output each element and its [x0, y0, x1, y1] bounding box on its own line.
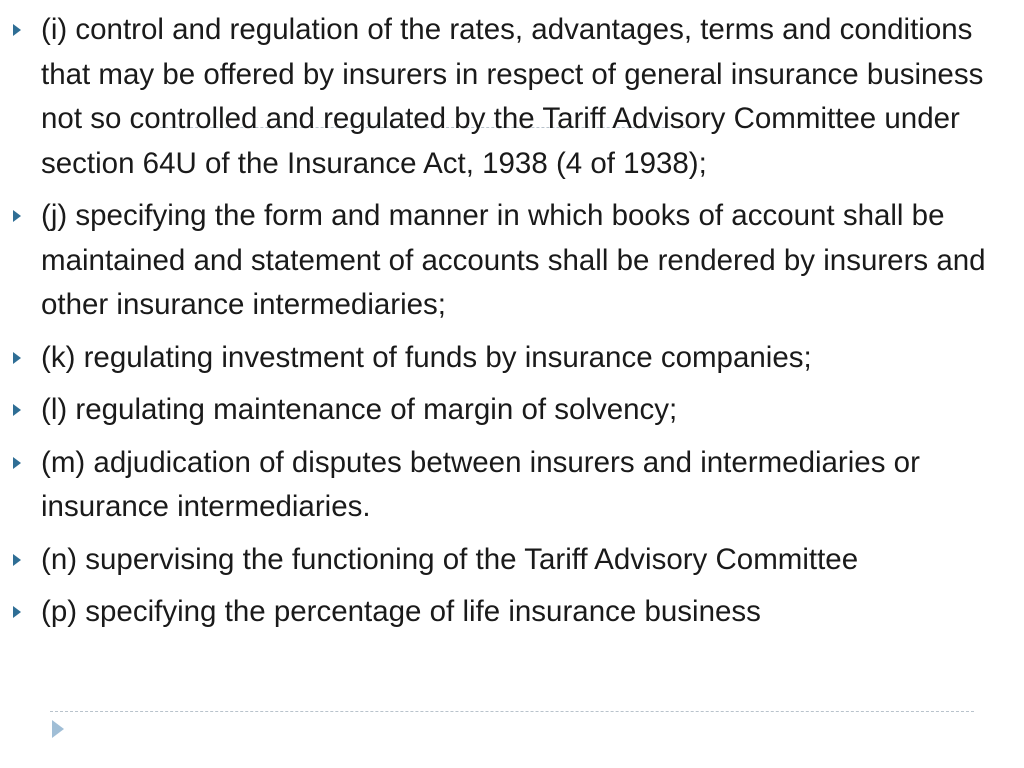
bullet-triangle-icon: [13, 210, 21, 222]
bullet-triangle-icon: [13, 606, 21, 618]
bullet-triangle-icon: [13, 352, 21, 364]
bullet-triangle-icon: [13, 554, 21, 566]
bullet-triangle-icon: [13, 404, 21, 416]
bullet-item-j: [0, 194, 1024, 328]
bullet-text: (j) specifying the form and manner in which books of account shall be maintained and statement of accounts shall be rendered by insurers and other insurance intermediaries;: [41, 199, 986, 321]
bullet-triangle-icon: [13, 24, 21, 36]
bullet-triangle-icon: [13, 457, 21, 469]
bullet-text: (p) specifying the percentage of life insurance business: [41, 595, 761, 628]
divider-line-bottom: [50, 711, 974, 712]
bullet-item-k: [0, 336, 1024, 381]
bullet-list: [0, 8, 1024, 643]
bullet-text: (k) regulating investment of funds by insurance companies;: [41, 340, 812, 374]
bullet-item-p: [0, 590, 1024, 635]
bullet-text: (m) adjudication of disputes between insurers and intermediaries or insurance intermediaries.: [41, 445, 920, 523]
bullet-text: (i) control and regulation of the rates, advantages, terms and conditions that may be offered by insurers in respect of general insurance business not so controlled and regulated by the Tariff Advisory Committee under section 64U of the Insurance Act, 1938 (4 of 1938);: [41, 13, 984, 180]
bullet-item-i: [0, 8, 1024, 186]
nav-arrow-icon[interactable]: [52, 720, 64, 738]
bullet-text: (l) regulating maintenance of margin of solvency;: [41, 393, 678, 426]
bullet-item-l: [0, 388, 1024, 433]
bullet-text: (n) supervising the functioning of the Tariff Advisory Committee: [41, 542, 859, 576]
bullet-item-n: [0, 538, 1024, 583]
bullet-item-m: [0, 441, 1024, 530]
